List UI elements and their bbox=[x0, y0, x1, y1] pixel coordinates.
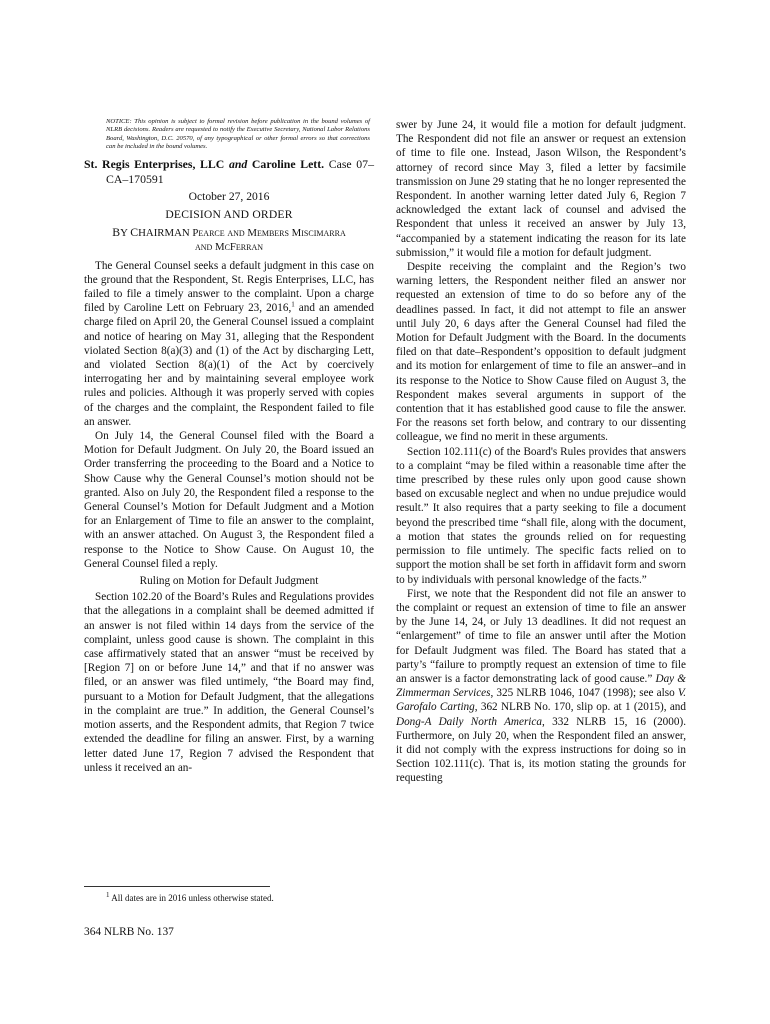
paragraph: Despite receiving the complaint and the Region’s two warning letters, the Respondent neither filed an answer nor requested an extension of time to do so before any of the deadlines passed. In fact, it did not attempt to file an answer until July 20, 6 days after the General Counsel had filed the Motion for Default Judgment with the Board. In the documents filed on that date–Respondent’s opposition to default judgment and its motion for enlargement of time to file an answer–and in its response to the Notice to Show Cause filed on August 3, the Respondent makes several arguments in support of the contention that it has established good cause to file the answer. For the reasons set forth below, and contrary to our dissenting colleague, we find no merit in these arguments. bbox=[396, 261, 686, 444]
paragraph: swer by June 24, it would file a motion for default judgment. The Respondent did not file an answer or request an extension of time to file one. Instead, Jason Wilson, the Respondent’s attorney of record since May 3, filed a letter by facsimile transmission on June 29 stating that he no longer represented the Respondent. In another warning letter dated July 6, Region 7 acknowledged the extant lack of counsel and advised the Respondent that unless it received an answer by July 13, “accompanied by a statement indicating the reason for its late submission,” it would file a motion for default judgment. bbox=[396, 119, 686, 259]
left-column bbox=[84, 118, 374, 775]
page-title: DECISION AND ORDER bbox=[165, 208, 293, 222]
footnote: $^1$ All dates are in 2016 unless otherwise stated. bbox=[106, 891, 274, 903]
page-footer: 364 NLRB No. 137 bbox=[84, 926, 174, 938]
footnote-ref: 1 bbox=[291, 300, 295, 309]
section-heading: Ruling on Motion for Default Judgment bbox=[139, 575, 319, 588]
paragraph: On July 14, the General Counsel filed with the Board a Motion for Default Judgment. On July 20, the Board issued an Order transferring the proceeding to the Board and a Notice to Show Cause why the General Counsel’s motion should not be granted. Also on July 20, the Respondent filed a response to the General Counsel’s Motion for Default Judgment and a Motion for an Enlargement of Time to file an answer to the complaint, with an answer attached. On August 3, the Respondent filed a response to the Notice to Show Cause. On August 10, the General Counsel filed a reply. bbox=[84, 430, 374, 570]
paragraph: First, we note that the Respondent did not file an answer to the complaint or request an extension of time to file an answer by the June 14, 24, or July 13 deadlines. It did not request an “enlargement” of time to file an answer until after the Motion for Default Judgment was filed. The Board has stated that a party’s “failure to promptly request an extension of time to file an answer is a factor demonstrating lack of good cause.” Day & Zimmerman Services, 325 NLRB 1046, 1047 (1998); see also V. Garofalo Carting, 362 NLRB No. 170, slip op. at 1 (2015), and Dong-A Daily North America, 332 NLRB 15, 16 (2000). Furthermore, on July 20, when the Respondent filed an answer, it did not comply with the express instructions for doing so in Section 102.111(c). That is, its motion stating the grounds for requesting bbox=[396, 587, 687, 785]
right-column bbox=[396, 118, 686, 786]
decision-date: October 27, 2016 bbox=[188, 190, 270, 203]
case-caption: St. Regis Enterprises, LLC and Caroline Lett. Case 07–CA–170591 bbox=[84, 157, 374, 186]
paragraph: Section 102.20 of the Board’s Rules and Regulations provides that the allegations in a complaint shall be deemed admitted if an answer is not filed within 14 days from the service of the complaint, unless good cause is shown. The complaint in this case affirmatively stated that an answer “must be received by [Region 7] on or before June 14,” and that if no answer was filed, or an answer was filed untimely, “the Board may find, pursuant to a Motion for Default Judgment, that the allegations in the complaint are true.” In addition, the General Counsel’s motion asserts, and the Respondent admits, that Region 7 twice extended the deadline for filing an answer. First, by a warning letter dated June 17, Region 7 advised the Respondent that unless it received an an- bbox=[84, 591, 374, 774]
byline: BY CHAIRMAN Pearce and Members Miscimarra and McFerran bbox=[112, 225, 346, 253]
paragraph: Section 102.111(c) of the Board's Rules provides that answers to a complaint “may be filed within a reasonable time after the time prescribed by these rules only upon good cause shown based on excusable neglect and when no undue prejudice would result.” It also requires that a party seeking to file a document beyond the prescribed time “shall file, along with the document, a motion that states the grounds relied on for requesting permission to file untimely. The specific facts relied on to support the motion shall be set forth in affidavit form and sworn to by individuals with personal knowledge of the facts.” bbox=[396, 445, 686, 586]
footnote-divider bbox=[84, 886, 270, 887]
paragraph: The General Counsel seeks a default judgment in this case on the ground that the Respondent, St. Regis Enterprises, LLC, has failed to file a timely answer to the complaint. Upon a charge filed by Caroline Lett on February 23, 2016,$^1$ and an amended charge filed on April 20, the General Counsel issued a complaint and notice of hearing on May 31, alleging that the Respondent violated Section 8(a)(3) and (1) of the Act by discharging Lett, and violated Section 8(a)(1) of the Act by coercively interrogating her and by maintaining several employee work rules and policies. Although it was properly served with copies of the charges and the complaint, the Respondent failed to file an answer. bbox=[84, 259, 374, 428]
publication-notice: NOTICE: This opinion is subject to formal revision before publication in the bound volumes of NLRB decisions. Readers are requested to notify the Executive Secretary, National Labor Relations Board, Washington, D.C. 20570, of any typographical or other formal errors so that corrections can be included in the bound volumes. bbox=[106, 118, 370, 150]
